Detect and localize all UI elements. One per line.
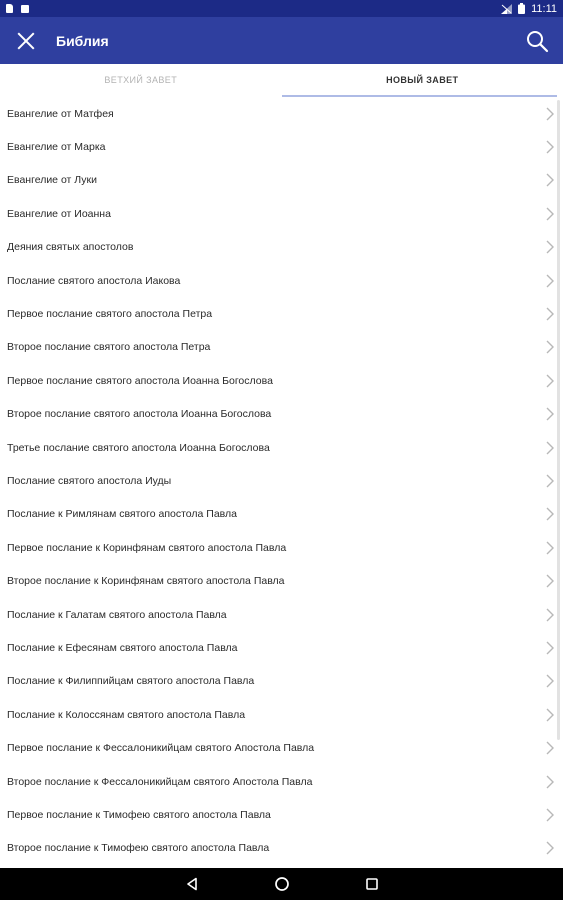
- list-item[interactable]: [0, 531, 563, 564]
- chevron-right-icon: [545, 173, 555, 187]
- book-title: Первое послание к Фессалоникийцам святого Апостола Павла: [7, 742, 315, 755]
- chevron-right-icon: [545, 441, 555, 455]
- list-item[interactable]: [0, 598, 563, 631]
- list-item[interactable]: [0, 197, 563, 230]
- list-item[interactable]: [0, 297, 563, 330]
- list-item[interactable]: [0, 765, 563, 798]
- book-title: Деяния святых апостолов: [7, 241, 134, 254]
- chevron-right-icon: [545, 307, 555, 321]
- list-item[interactable]: [0, 231, 563, 264]
- app-bar: [0, 17, 563, 64]
- list-item[interactable]: [0, 832, 563, 865]
- book-title: Первое послание святого апостола Петра: [7, 308, 213, 321]
- list-item[interactable]: [0, 498, 563, 531]
- book-title: Послание к Римлянам святого апостола Павла: [7, 508, 237, 521]
- chevron-right-icon: [545, 207, 555, 221]
- list-item[interactable]: [0, 398, 563, 431]
- book-title: Послание святого апостола Иуды: [7, 474, 172, 487]
- book-title: Послание к Ефесянам святого апостола Павла: [7, 641, 238, 654]
- chevron-right-icon: [545, 507, 555, 521]
- list-item[interactable]: [0, 431, 563, 464]
- chevron-right-icon: [545, 741, 555, 755]
- book-title: Послание к Колоссянам святого апостола Павла: [7, 708, 246, 721]
- chevron-right-icon: [545, 340, 555, 354]
- book-title: Послание к Галатам святого апостола Павла: [7, 608, 227, 621]
- list-item[interactable]: [0, 97, 563, 130]
- chevron-right-icon: [545, 674, 555, 688]
- search-icon[interactable]: [525, 29, 549, 53]
- list-item[interactable]: [0, 731, 563, 764]
- list-item[interactable]: [0, 698, 563, 731]
- chevron-right-icon: [545, 708, 555, 722]
- book-title: Третье послание святого апостола Иоанна Богослова: [7, 441, 270, 454]
- chevron-right-icon: [545, 240, 555, 254]
- chevron-right-icon: [545, 841, 555, 855]
- chevron-right-icon: [545, 641, 555, 655]
- book-list[interactable]: [0, 97, 563, 868]
- book-title: Первое послание к Тимофею святого апостола Павла: [7, 808, 271, 821]
- chevron-right-icon: [545, 775, 555, 789]
- testament-tabs: [0, 64, 563, 97]
- chevron-right-icon: [545, 407, 555, 421]
- status-bar: [0, 0, 563, 17]
- book-title: Второе послание святого апостола Иоанна Богослова: [7, 408, 272, 421]
- chevron-right-icon: [545, 574, 555, 588]
- chevron-right-icon: [545, 474, 555, 488]
- system-nav-bar: [0, 868, 563, 900]
- book-title: Евангелие от Иоанна: [7, 207, 111, 220]
- book-title: Послание святого апостола Иакова: [7, 274, 181, 287]
- status-time: 11:11: [531, 2, 557, 15]
- notification-document-icon: [6, 4, 13, 13]
- chevron-right-icon: [545, 107, 555, 121]
- tab-old-testament[interactable]: ВЕТХИЙ ЗАВЕТ: [104, 75, 178, 85]
- chevron-right-icon: [545, 541, 555, 555]
- list-scrollbar[interactable]: [557, 100, 560, 740]
- tab-new-testament[interactable]: НОВЫЙ ЗАВЕТ: [282, 64, 563, 97]
- list-item[interactable]: [0, 464, 563, 497]
- book-title: Евангелие от Марка: [7, 141, 106, 154]
- list-item[interactable]: [0, 264, 563, 297]
- close-icon[interactable]: [12, 27, 40, 55]
- list-item[interactable]: [0, 631, 563, 664]
- notification-square-icon: [21, 5, 29, 13]
- home-icon[interactable]: [237, 868, 327, 900]
- book-title: Евангелие от Матфея: [7, 107, 114, 120]
- book-title: Первое послание к Коринфянам святого апостола Павла: [7, 541, 287, 554]
- chevron-right-icon: [545, 274, 555, 288]
- list-item[interactable]: [0, 798, 563, 831]
- chevron-right-icon: [545, 608, 555, 622]
- book-title: Первое послание святого апостола Иоанна Богослова: [7, 374, 273, 387]
- list-item[interactable]: [0, 564, 563, 597]
- recents-icon[interactable]: [327, 868, 417, 900]
- page-title: Библия: [56, 32, 109, 49]
- status-notifications: [6, 4, 29, 13]
- list-item[interactable]: [0, 164, 563, 197]
- chevron-right-icon: [545, 374, 555, 388]
- chevron-right-icon: [545, 140, 555, 154]
- status-system: [501, 3, 557, 15]
- list-item[interactable]: [0, 364, 563, 397]
- list-item[interactable]: [0, 130, 563, 163]
- book-title: Второе послание к Фессалоникийцам святого Апостола Павла: [7, 775, 313, 788]
- list-item[interactable]: [0, 665, 563, 698]
- battery-icon: [518, 3, 525, 14]
- list-item[interactable]: [0, 331, 563, 364]
- chevron-right-icon: [545, 808, 555, 822]
- book-title: Второе послание к Коринфянам святого апостола Павла: [7, 575, 285, 588]
- book-title: Второе послание святого апостола Петра: [7, 341, 211, 354]
- book-title: Евангелие от Луки: [7, 174, 97, 187]
- book-title: Второе послание к Тимофею святого апостола Павла: [7, 842, 270, 855]
- book-title: Послание к Филиппийцам святого апостола Павла: [7, 675, 255, 688]
- back-icon[interactable]: [147, 868, 237, 900]
- signal-icon: [501, 4, 512, 14]
